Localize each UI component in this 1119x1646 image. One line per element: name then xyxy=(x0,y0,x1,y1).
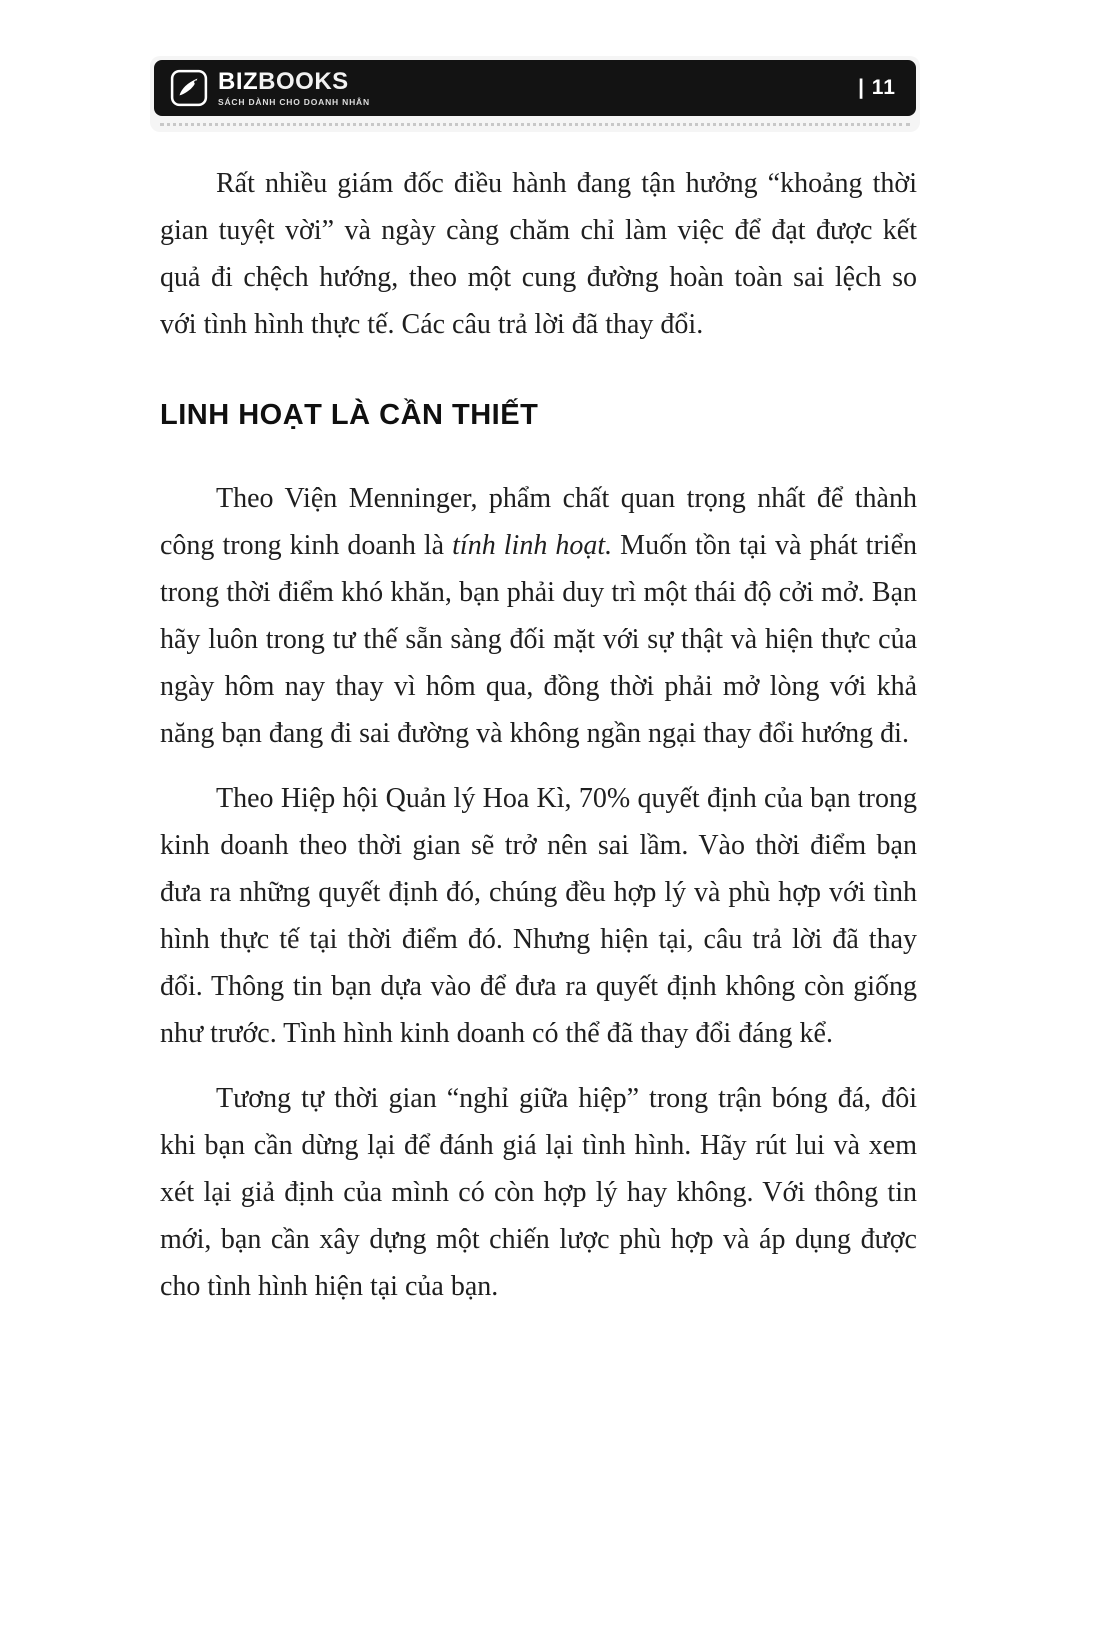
page-header xyxy=(150,56,920,132)
logo-tagline: SÁCH DÀNH CHO DOANH NHÂN xyxy=(218,96,370,107)
logo-text xyxy=(218,67,370,107)
header-bar xyxy=(154,60,916,116)
paragraph-2-text: Theo Viện Menninger, phẩm chất quan trọng nhất để thành công trong kinh doanh là xyxy=(160,482,917,561)
paragraph-4: Tương tự thời gian “nghỉ giữa hiệp” trong trận bóng đá, đôi khi bạn cần dừng lại để đánh giá lại tình hình. Hãy rút lui và xem xét lại giả định của mình có còn hợp lý hay không. Với thông tin mới, bạn cần xây dựng một chiến lược phù hợp và áp dụng được cho tình hình hiện tại của bạn. xyxy=(160,1082,917,1302)
logo-wordmark xyxy=(218,67,370,95)
paragraph-3: Theo Hiệp hội Quản lý Hoa Kì, 70% quyết định của bạn trong kinh doanh theo thời gian sẽ trở nên sai lầm. Vào thời điểm bạn đưa ra những quyết định đó, chúng đều hợp lý và phù hợp với tình hình thực tế tại thời điểm đó. Nhưng hiện tại, câu trả lời đã thay đổi. Thông tin bạn dựa vào để đưa ra quyết định không còn giống như trước. Tình hình kinh doanh có thể đã thay đổi đáng kể. xyxy=(160,782,917,1049)
page-number: | 11 xyxy=(858,76,896,99)
paragraph-1: Rất nhiều giám đốc điều hành đang tận hưởng “khoảng thời gian tuyệt vời” và ngày càng chăm chỉ làm việc để đạt được kết quả đi chệch hướng, theo một cung đường hoàn toàn sai lệch so với tình hình thực tế. Các câu trả lời đã thay đổi. xyxy=(160,168,917,340)
article-content xyxy=(160,160,917,1328)
bizbooks-logo-icon xyxy=(170,69,208,107)
bizbooks-logo xyxy=(170,69,370,107)
paragraph-2-text-after: Muốn tồn tại và phát triển trong thời điểm khó khăn, bạn phải duy trì một thái độ cởi mở. Bạn hãy luôn trong tư thế sẵn sàng đối mặt với sự thật và hiện thực của ngày hôm nay thay vì hôm qua, đồng thời phải mở lòng với khả năng bạn đang đi sai đường và không ngần ngại thay đổi hướng đi. xyxy=(160,529,917,749)
section-heading: LINH HOẠT LÀ CẦN THIẾT xyxy=(160,399,539,431)
paragraph-2 xyxy=(160,475,917,757)
header-divider xyxy=(160,123,910,126)
logo-books: BOOKS xyxy=(258,67,349,95)
logo-biz: BIZ xyxy=(218,67,259,95)
italic-phrase: tính linh hoạt. xyxy=(452,529,613,561)
